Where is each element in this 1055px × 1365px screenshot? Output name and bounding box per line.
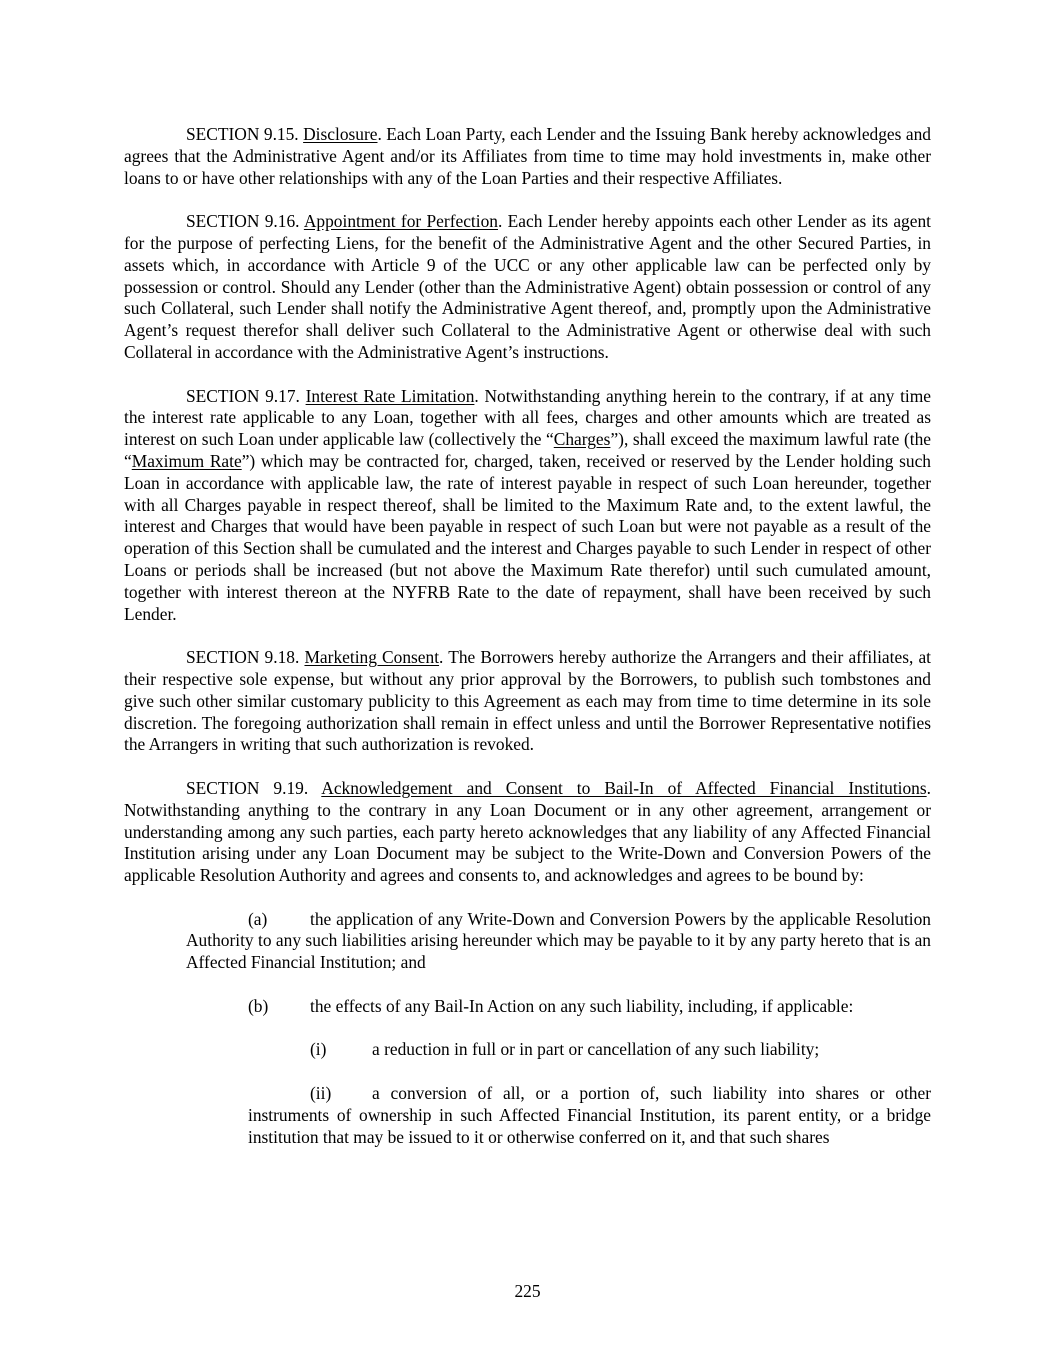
document-page <box>124 124 931 1170</box>
clause-label: (a) <box>248 908 268 929</box>
section-number: SECTION 9.16. <box>186 211 300 232</box>
section-body-part-1: . Notwithstanding anything herein to the contrary, if at any time the interest rate applicable to any Loan, together with all fees, charges and other amounts which are treated as interest on such Loan under applicable law (collectively the “ <box>124 385 931 450</box>
defined-term-charges: Charges <box>553 429 611 450</box>
clause-i <box>248 1039 931 1061</box>
clause-ii <box>248 1083 931 1148</box>
section-title: Appointment for Perfection <box>303 211 498 232</box>
clause-text: the effects of any Bail-In Action on any such liability, including, if applicable: <box>310 995 854 1016</box>
section-title: Disclosure <box>303 124 378 144</box>
section-title: Marketing Consent <box>304 647 440 668</box>
section-body: . Each Lender hereby appoints each other Lender as its agent for the purpose of perfecting Liens, for the benefit of the Administrative Agent and the other Secured Parties, in assets which, in accordance with Article 9 of the UCC or any other applicable law can be perfected only by possession or control. Should any Lender (other than the Administrative Agent) obtain possession or control of any such Collateral, such Lender shall notify the Administrative Agent thereof, and, promptly upon the Administrative Agent’s request therefor shall deliver such Collateral to the Administrative Agent or otherwise deal with such Collateral in accordance with the Administrative Agent’s instructions. <box>124 211 931 362</box>
section-9-15 <box>124 124 931 189</box>
section-title: Acknowledgement and Consent to Bail-In of Affected Financial Institutions <box>321 777 927 798</box>
section-body-part-3: ”) which may be contracted for, charged, taken, received or reserved by the Lender holding such Loan in accordance with applicable law, the rate of interest payable in respect of such Loan hereunder, together with all Charges payable in respect thereof, shall be limited to the Maximum Rate and, to the extent lawful, the interest and Charges that would have been payable in respect of such Loan but were not payable as a result of the operation of this Section shall be cumulated and the interest and Charges payable to such Lender in respect of other Loans or periods shall be increased (but not above the Maximum Rate therefor) until such cumulated amount, together with interest thereon at the NYFRB Rate to the date of repayment, shall have been received by such Lender. <box>124 450 931 624</box>
clause-a <box>186 909 931 974</box>
clause-text: a conversion of all, or a portion of, such liability into shares or other instruments of ownership in such Affected Financial Institution, its parent entity, or a bridge institution that may be issued to it or otherwise conferred on it, and that such shares <box>248 1083 931 1147</box>
section-9-18 <box>124 647 931 756</box>
section-number: SECTION 9.17. <box>186 385 300 406</box>
section-title: Interest Rate Limitation <box>305 385 475 406</box>
section-body-part-2: ”), shall exceed the maximum lawful rate (the “ <box>124 429 931 471</box>
defined-term-maximum-rate: Maximum Rate <box>131 450 242 471</box>
section-9-17 <box>124 386 931 626</box>
section-number: SECTION 9.15. <box>186 124 299 144</box>
clause-label: (b) <box>248 995 269 1016</box>
section-number: SECTION 9.19. <box>186 777 309 798</box>
page-number: 225 <box>514 1281 541 1301</box>
section-9-19 <box>124 778 931 887</box>
clause-text: a reduction in full or in part or cancellation of any such liability; <box>372 1039 820 1060</box>
clause-label: (i) <box>310 1039 327 1060</box>
clause-label: (ii) <box>310 1083 332 1104</box>
section-body: . Notwithstanding anything to the contrary in any Loan Document or in any other agreement, arrangement or understanding among any such parties, each party hereto acknowledges that any liability of any Affected Financial Institution arising under any Loan Document may be subject to the Write-Down and Conversion Powers of the applicable Resolution Authority and agrees and consents to, and acknowledges and agrees to be bound by: <box>124 777 931 886</box>
section-9-16 <box>124 211 931 364</box>
section-number: SECTION 9.18. <box>186 647 300 668</box>
clause-text: the application of any Write-Down and Conversion Powers by the applicable Resolution Authority to any such liabilities arising hereunder which may be payable to it by any party hereto that is an Affected Financial Institution; and <box>186 908 931 973</box>
clause-b <box>186 996 931 1018</box>
section-body: . Each Loan Party, each Lender and the Issuing Bank hereby acknowledges and agrees that the Administrative Agent and/or its Affiliates from time to time may hold investments in, make other loans to or have other relationships with any of the Loan Parties and their respective Affiliates. <box>124 124 931 188</box>
section-body: . The Borrowers hereby authorize the Arrangers and their affiliates, at their respective sole expense, but without any prior approval by the Borrowers, to publish such tombstones and give such other similar customary publicity to this Agreement as each may from time to time determine in its sole discretion. The foregoing authorization shall remain in effect unless and until the Borrower Representative notifies the Arrangers in writing that such authorization is revoked. <box>124 647 931 755</box>
